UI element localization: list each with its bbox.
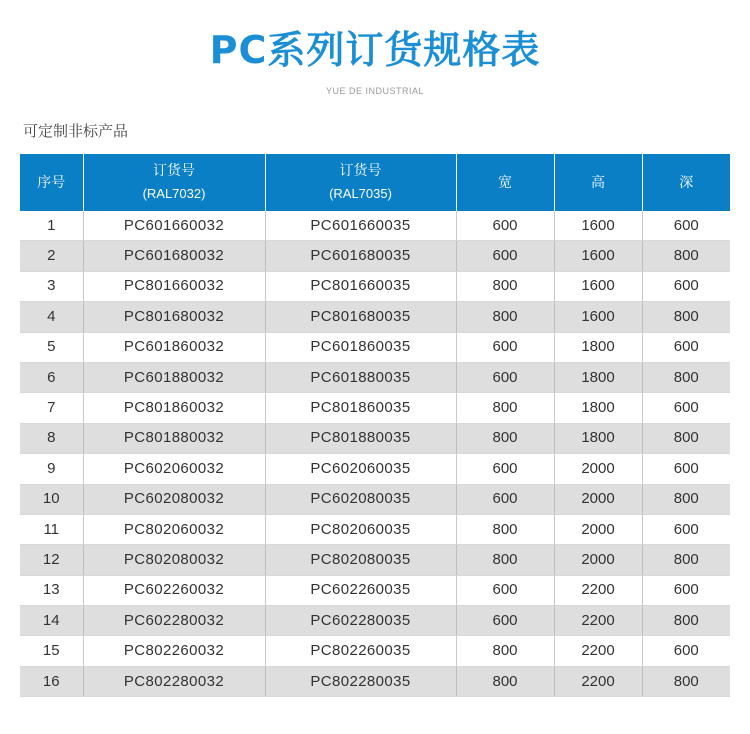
cell-width: 600	[456, 484, 554, 514]
cell-order-no-ral7032: PC802060032	[83, 514, 265, 544]
cell-depth: 600	[642, 636, 730, 666]
cell-index: 2	[20, 241, 83, 271]
header-order-no-label: 订货号	[153, 163, 195, 179]
cell-height: 1600	[554, 241, 642, 271]
cell-order-no-ral7032: PC602280032	[83, 606, 265, 636]
cell-width: 600	[456, 241, 554, 271]
header-ral7035-label: (RAL7035)	[329, 186, 392, 201]
cell-height: 1600	[554, 211, 642, 241]
table-row	[20, 636, 730, 666]
cell-index: 12	[20, 545, 83, 575]
cell-width: 600	[456, 332, 554, 362]
cell-order-no-ral7035: PC802080035	[265, 545, 456, 575]
cell-depth: 800	[642, 362, 730, 392]
cell-depth: 600	[642, 575, 730, 605]
table-row	[20, 332, 730, 362]
table-row	[20, 514, 730, 544]
cell-index: 6	[20, 362, 83, 392]
cell-depth: 600	[642, 332, 730, 362]
cell-index: 1	[20, 211, 83, 241]
header-order-no-ral7035	[265, 154, 456, 211]
cell-order-no-ral7035: PC602260035	[265, 575, 456, 605]
table-row	[20, 302, 730, 332]
cell-order-no-ral7035: PC601680035	[265, 241, 456, 271]
table-row	[20, 362, 730, 392]
table-body	[20, 211, 730, 697]
cell-index: 11	[20, 514, 83, 544]
cell-depth: 800	[642, 545, 730, 575]
cell-order-no-ral7032: PC801660032	[83, 271, 265, 301]
table-row	[20, 545, 730, 575]
cell-order-no-ral7032: PC801880032	[83, 423, 265, 453]
table-row	[20, 241, 730, 271]
cell-depth: 600	[642, 514, 730, 544]
cell-order-no-ral7035: PC801680035	[265, 302, 456, 332]
cell-order-no-ral7032: PC802260032	[83, 636, 265, 666]
cell-width: 800	[456, 666, 554, 696]
cell-width: 800	[456, 545, 554, 575]
cell-index: 5	[20, 332, 83, 362]
cell-order-no-ral7035: PC802280035	[265, 666, 456, 696]
cell-order-no-ral7035: PC602060035	[265, 454, 456, 484]
cell-height: 1800	[554, 332, 642, 362]
header-row	[20, 154, 730, 211]
cell-height: 2200	[554, 636, 642, 666]
cell-order-no-ral7035: PC801660035	[265, 271, 456, 301]
table-row	[20, 454, 730, 484]
cell-order-no-ral7035: PC601860035	[265, 332, 456, 362]
header-depth	[642, 154, 730, 211]
cell-width: 800	[456, 302, 554, 332]
table-row	[20, 423, 730, 453]
cell-width: 600	[456, 454, 554, 484]
cell-order-no-ral7035: PC801860035	[265, 393, 456, 423]
table-row	[20, 575, 730, 605]
cell-height: 1800	[554, 393, 642, 423]
cell-depth: 800	[642, 666, 730, 696]
cell-order-no-ral7035: PC801880035	[265, 423, 456, 453]
cell-depth: 800	[642, 606, 730, 636]
cell-height: 2200	[554, 666, 642, 696]
cell-index: 13	[20, 575, 83, 605]
cell-order-no-ral7032: PC602060032	[83, 454, 265, 484]
cell-depth: 800	[642, 241, 730, 271]
header-order-no-ral7032	[83, 154, 265, 211]
page-title: PC系列订货规格表	[209, 28, 541, 72]
cell-height: 2000	[554, 454, 642, 484]
header-width	[456, 154, 554, 211]
cell-width: 800	[456, 636, 554, 666]
cell-index: 4	[20, 302, 83, 332]
cell-order-no-ral7032: PC602080032	[83, 484, 265, 514]
cell-height: 2200	[554, 575, 642, 605]
cell-width: 800	[456, 423, 554, 453]
cell-order-no-ral7035: PC802260035	[265, 636, 456, 666]
cell-depth: 800	[642, 484, 730, 514]
cell-index: 16	[20, 666, 83, 696]
cell-width: 600	[456, 606, 554, 636]
table-header	[20, 154, 730, 211]
cell-width: 600	[456, 362, 554, 392]
cell-width: 800	[456, 393, 554, 423]
company-subtitle: YUE DE INDUSTRIAL	[325, 86, 425, 96]
cell-index: 15	[20, 636, 83, 666]
cell-height: 1600	[554, 302, 642, 332]
header-depth-label: 深	[679, 174, 694, 191]
cell-depth: 800	[642, 302, 730, 332]
cell-width: 800	[456, 514, 554, 544]
cell-depth: 600	[642, 393, 730, 423]
cell-height: 1600	[554, 271, 642, 301]
order-spec-table	[20, 154, 730, 697]
cell-index: 3	[20, 271, 83, 301]
cell-index: 7	[20, 393, 83, 423]
cell-height: 1800	[554, 423, 642, 453]
cell-width: 600	[456, 575, 554, 605]
cell-order-no-ral7035: PC602280035	[265, 606, 456, 636]
cell-order-no-ral7032: PC601660032	[83, 211, 265, 241]
table-row	[20, 393, 730, 423]
header-order-no-label: 订货号	[339, 163, 382, 179]
table-row	[20, 484, 730, 514]
cell-order-no-ral7032: PC802080032	[83, 545, 265, 575]
table-row	[20, 211, 730, 241]
cell-order-no-ral7032: PC601680032	[83, 241, 265, 271]
cell-width: 800	[456, 271, 554, 301]
cell-width: 600	[456, 211, 554, 241]
cell-index: 14	[20, 606, 83, 636]
cell-order-no-ral7035: PC601880035	[265, 362, 456, 392]
header-height	[554, 154, 642, 211]
header-height-label: 高	[591, 174, 605, 191]
cell-order-no-ral7032: PC602260032	[83, 575, 265, 605]
cell-order-no-ral7032: PC802280032	[83, 666, 265, 696]
cell-index: 9	[20, 454, 83, 484]
table-row	[20, 666, 730, 696]
cell-height: 1800	[554, 362, 642, 392]
cell-index: 10	[20, 484, 83, 514]
header-width-label: 宽	[498, 174, 512, 191]
cell-depth: 600	[642, 454, 730, 484]
cell-depth: 800	[642, 423, 730, 453]
cell-height: 2000	[554, 545, 642, 575]
header-index-label: 序号	[37, 174, 66, 191]
cell-depth: 600	[642, 211, 730, 241]
cell-height: 2000	[554, 514, 642, 544]
header-index	[20, 154, 83, 211]
cell-order-no-ral7035: PC802060035	[265, 514, 456, 544]
cell-height: 2200	[554, 606, 642, 636]
custom-products-note: 可定制非标产品	[23, 122, 129, 140]
cell-depth: 600	[642, 271, 730, 301]
cell-order-no-ral7032: PC601880032	[83, 362, 265, 392]
cell-order-no-ral7032: PC801680032	[83, 302, 265, 332]
cell-order-no-ral7035: PC601660035	[265, 211, 456, 241]
cell-height: 2000	[554, 484, 642, 514]
cell-order-no-ral7032: PC801860032	[83, 393, 265, 423]
table-row	[20, 271, 730, 301]
table-row	[20, 606, 730, 636]
header-ral7032-label: (RAL7032)	[142, 186, 206, 201]
cell-index: 8	[20, 423, 83, 453]
cell-order-no-ral7032: PC601860032	[83, 332, 265, 362]
cell-order-no-ral7035: PC602080035	[265, 484, 456, 514]
